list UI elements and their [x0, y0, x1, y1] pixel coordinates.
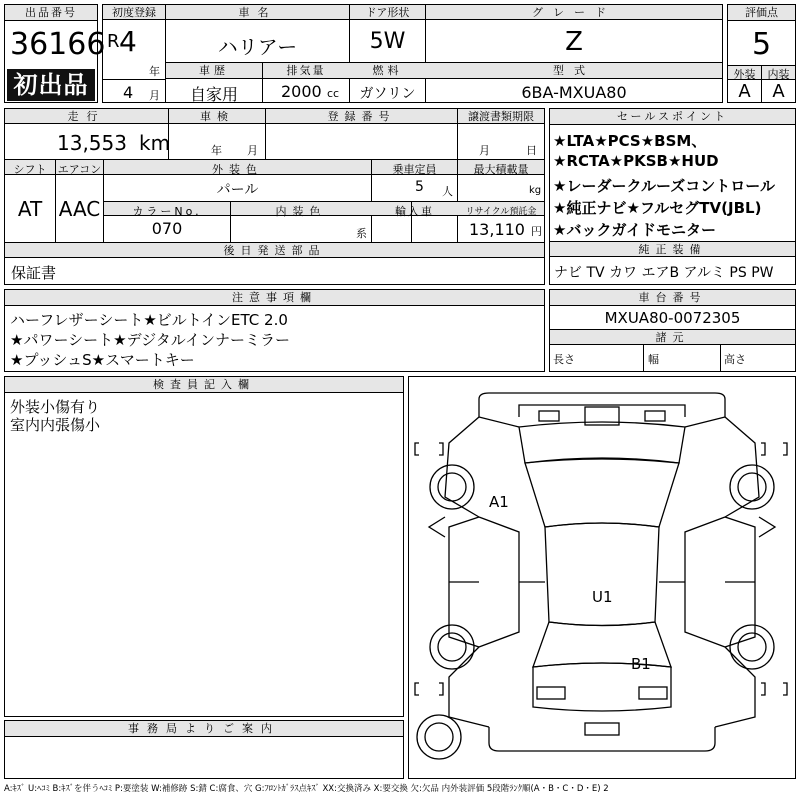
history-label: 車歴	[199, 64, 229, 77]
sales-line-1: ★LTA★PCS★BSM、	[553, 132, 707, 150]
height-label: 高さ	[724, 353, 746, 366]
inspector-line-2: 室内内張傷小	[10, 416, 101, 434]
notes-line-1: ハーフレザーシート★ビルトインETC 2.0	[10, 311, 288, 329]
transfer-month-unit: 月	[479, 144, 490, 157]
score-label: 評価点	[728, 5, 795, 21]
color-no: 070	[151, 219, 183, 238]
load-unit: kg	[529, 185, 542, 196]
inspector-box	[4, 376, 404, 717]
notes-label: 注意事項欄	[5, 290, 544, 306]
first-listing-badge	[7, 69, 95, 101]
color: パール	[216, 182, 259, 198]
damage-mark-b1: B1	[631, 655, 651, 673]
model-label: 型式	[553, 64, 595, 77]
details-box	[4, 108, 545, 285]
car-diagram	[409, 377, 795, 778]
ac: AAC	[58, 197, 101, 221]
recycle: 13,110	[469, 220, 525, 239]
era: R	[107, 31, 120, 52]
notes-box	[4, 289, 545, 372]
sales-label: セールスポイント	[550, 109, 795, 125]
car-name-label: 車名	[238, 6, 277, 19]
office-label: 事務局よりご案内	[5, 721, 403, 737]
door: 5W	[369, 29, 406, 54]
chassis-number: MXUA80-0072305	[604, 309, 741, 327]
grade-label: グレード	[532, 6, 616, 19]
damage-mark-u1: U1	[592, 588, 613, 606]
header-box	[102, 4, 723, 103]
inspection-year-unit: 年	[211, 144, 222, 157]
inspector-label: 検査員記入欄	[5, 377, 403, 393]
shift-label: シフト	[13, 163, 47, 176]
mileage: 13,553	[57, 131, 127, 155]
sales-line-5: ★バックガイドモニター	[553, 221, 716, 239]
chassis-box	[549, 289, 796, 372]
notes-line-2: ★パワーシート★デジタルインナーミラー	[10, 331, 290, 349]
year: 4	[119, 25, 137, 58]
inspection-label: 車検	[200, 110, 234, 123]
notes-line-3: ★プッシュS★スマートキー	[10, 351, 195, 369]
ext-grade: A	[738, 81, 751, 102]
color-no-label: カラーNo.	[132, 205, 202, 218]
later-label: 後日発送部品	[223, 244, 326, 257]
model: 6BA-MXUA80	[521, 83, 627, 102]
lot-box	[4, 4, 106, 103]
first-reg-label: 初度登録	[112, 6, 156, 19]
capacity: 5	[415, 179, 424, 195]
mileage-label: 走行	[67, 110, 106, 123]
car-name: ハリアー	[217, 35, 298, 59]
spec-label: 諸元	[655, 331, 690, 344]
lot-number: 36166	[10, 27, 106, 62]
inspector-line-1: 外装小傷有り	[10, 398, 101, 416]
ac-label: エアコン	[57, 163, 102, 176]
month-unit: 月	[149, 89, 160, 102]
door-label: ドア形状	[365, 6, 410, 19]
car-diagram-box	[408, 376, 796, 779]
int-label: 内装	[767, 68, 790, 81]
sales-line-4: ★純正ナビ★フルセグTV(JBL)	[553, 199, 762, 217]
int-color-unit: 系	[356, 227, 367, 240]
history: 自家用	[189, 85, 238, 104]
office-box	[4, 720, 404, 779]
year-unit: 年	[149, 65, 160, 78]
displacement-label: 排気量	[286, 64, 326, 77]
load-label: 最大積載量	[473, 163, 529, 176]
reg-no-label: 登録番号	[327, 110, 396, 123]
transfer-day-unit: 日	[526, 144, 537, 157]
shift: AT	[17, 197, 43, 221]
displacement: 2000	[281, 82, 322, 101]
legend: A:ｷｽﾞ U:ﾍｺﾐ B:ｷｽﾞを伴うﾍｺﾐ P:要塗装 W:補修跡 S:錆 C:腐食、穴 G:ﾌﾛﾝﾄｶﾞﾗｽ点ｷｽﾞ XX:交換済み X:要交換 欠:欠品 内外装評価 5段階ﾗﾝｸ順(A・B・C・D・E) 2	[4, 784, 609, 794]
first-listing-text: 初出品	[13, 71, 89, 99]
fuel: ガソリン	[359, 86, 416, 102]
mileage-unit: km	[139, 131, 171, 155]
sales-box	[549, 108, 796, 285]
equip-label: 純正装備	[638, 243, 707, 256]
score: 5	[751, 27, 772, 62]
fuel-label: 燃料	[372, 64, 403, 77]
later-parts: 保証書	[11, 264, 57, 282]
import-label: 輸入車	[395, 205, 434, 218]
color-label: 外装色	[212, 163, 263, 176]
width-label: 幅	[648, 353, 659, 366]
inspection-month-unit: 月	[247, 144, 258, 157]
capacity-unit: 人	[442, 185, 453, 198]
sales-line-2: ★RCTA★PKSB★HUD	[553, 152, 719, 170]
recycle-unit: 円	[531, 225, 542, 238]
recycle-label: リサイクル預託金	[465, 207, 537, 217]
int-color-label: 内装色	[275, 205, 327, 218]
month: 4	[123, 83, 134, 102]
displacement-unit: cc	[327, 87, 340, 100]
chassis-label: 車台番号	[550, 290, 795, 306]
capacity-label: 乗車定員	[392, 163, 437, 176]
sales-line-3: ★レーダークルーズコントロール	[553, 177, 775, 195]
lot-label: 出品番号	[5, 5, 97, 21]
length-label: 長さ	[553, 353, 575, 366]
equip: ナビ TV カワ エアB アルミ PS PW	[554, 265, 774, 281]
transfer-label: 譲渡書類期限	[468, 110, 534, 123]
grade: Z	[565, 27, 583, 57]
damage-mark-a1: A1	[489, 493, 509, 511]
ext-label: 外装	[733, 68, 756, 81]
int-grade: A	[772, 81, 785, 102]
score-box	[727, 4, 796, 103]
